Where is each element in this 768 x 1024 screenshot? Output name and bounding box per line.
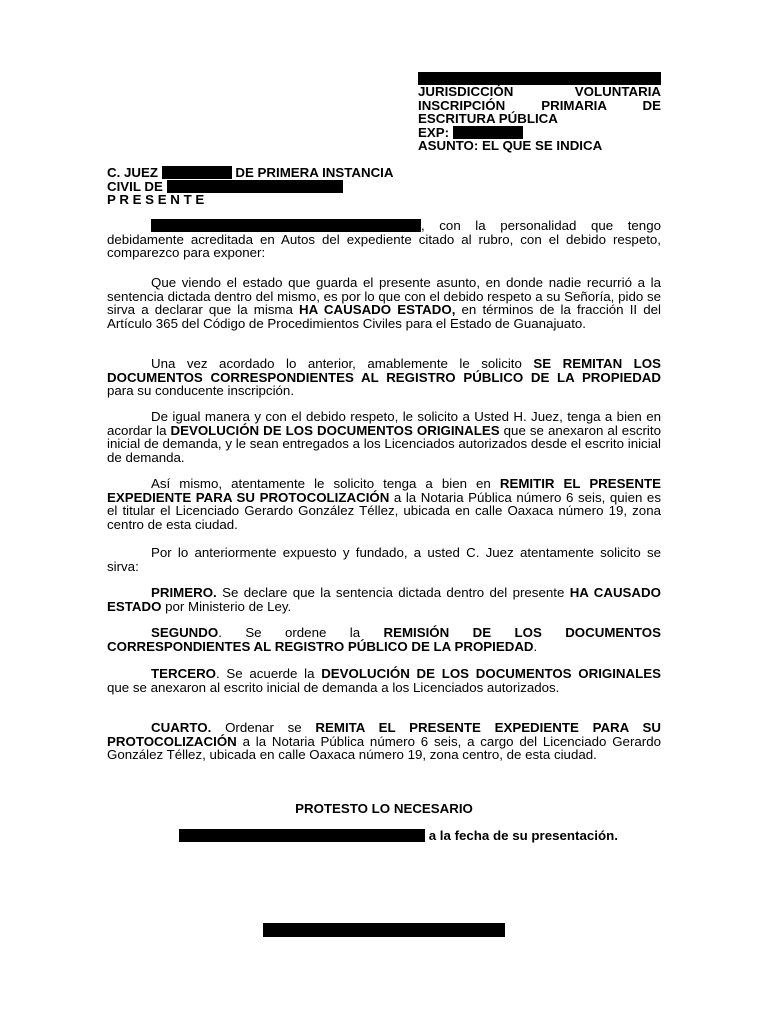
- paragraph-remitan-documentos: [107, 357, 661, 398]
- juez-number-redaction: [162, 166, 232, 179]
- p3-text-a: De igual manera y con el debido respeto, le solicito a Usted H. Juez, tenga a bien en acordar la: [107, 409, 661, 438]
- petition-primero: [107, 586, 661, 613]
- p4-text-a: Así mismo, atentamente le solicito tenga a bien en: [151, 476, 500, 491]
- presente: P R E S E N T E: [107, 192, 205, 208]
- petition-cuarto: [107, 721, 661, 762]
- tercero-bold: DEVOLUCIÓN DE LOS DOCUMENTOS ORIGINALES: [321, 666, 661, 681]
- exp-label: EXP:: [418, 124, 450, 140]
- cuarto-bold: REMITA EL PRESENTE EXPEDIENTE PARA SU PROTOCOLIZACIÓN: [107, 720, 661, 749]
- civil-label: CIVIL DE: [107, 178, 163, 194]
- segundo-label: SEGUNDO: [151, 625, 219, 640]
- primero-label: PRIMERO.: [151, 585, 217, 600]
- p3-text-c: que se anexaron al escrito inicial de demanda, y le sean entregados a los Licenciados autorizados desde el escrito inicial de demanda.: [107, 422, 661, 465]
- p2-text-a: Una vez acordado lo anterior, amablemente le solicito: [151, 356, 534, 371]
- p1-text-a: Que viendo el estado que guarda el presente asunto, en donde nadie recurrió a la sentencia dictada dentro del mismo, es por lo que con el debido respeto a su Señoría, pido se sirva a declarar que la misma: [107, 275, 661, 318]
- protesto-heading: PROTESTO LO NECESARIO: [295, 801, 473, 816]
- signature-place-line: [179, 829, 618, 843]
- fecha-text: a la fecha de su presentación.: [428, 828, 618, 843]
- tercero-text-c: que se anexaron al escrito inicial de demanda a los Licenciados autorizados.: [107, 679, 560, 695]
- addressee: [107, 166, 437, 207]
- header-asunto: ASUNTO: EL QUE SE INDICA: [418, 138, 603, 154]
- header-line-3: ESCRITURA PÚBLICA: [418, 111, 558, 127]
- segundo-text-a: . Se ordene la: [218, 625, 384, 640]
- tercero-label: TERCERO: [151, 666, 217, 681]
- juez-prefix: C. JUEZ: [107, 165, 158, 180]
- petition-segundo: [107, 626, 661, 653]
- civil-place-redaction: [167, 180, 343, 193]
- header-line-1: JURISDICCIÓN VOLUNTARIA: [418, 84, 661, 99]
- primero-bold: HA CAUSADO ESTADO: [107, 585, 661, 614]
- cuarto-label: CUARTO.: [151, 720, 212, 735]
- cuarto-text-c: a la Notaria Pública número 6 seis, a cargo del Licenciado Gerardo González Téllez, ubicada en calle Oaxaca número 19, zona centro, de esta ciudad.: [107, 733, 661, 763]
- p4-bold: REMITIR EL PRESENTE EXPEDIENTE PARA SU PROTOCOLIZACIÓN: [107, 476, 661, 505]
- paragraph-causado-estado: [107, 276, 661, 330]
- addressee-juez-line: [107, 166, 437, 180]
- header-exp: [418, 126, 661, 140]
- primero-text-a: Se declare que la sentencia dictada dentro del presente: [216, 585, 570, 600]
- paragraph-devolucion: [107, 410, 661, 464]
- petitioner-name-redaction: [151, 219, 421, 232]
- exp-number-redaction: [453, 126, 523, 139]
- cuarto-text-a: Ordenar se: [211, 720, 316, 735]
- segundo-bold: REMISIÓN DE LOS DOCUMENTOS CORRESPONDIENTES AL REGISTRO PÚBLICO DE LA PROPIEDAD: [107, 625, 661, 654]
- intro-text: , con la personalidad que tengo debidamente acreditada en Autos del expediente citado al rubro, con el debido respeto, comparezco para exponer:: [107, 218, 661, 261]
- p2-text-c: para su conducente inscripción.: [107, 383, 295, 399]
- petition-tercero: [107, 667, 661, 694]
- primero-text-c: por Ministerio de Ley.: [161, 598, 292, 614]
- p3-bold: DEVOLUCIÓN DE LOS DOCUMENTOS ORIGINALES: [170, 422, 500, 438]
- p1-bold: HA CAUSADO ESTADO,: [299, 302, 456, 318]
- juez-suffix: DE PRIMERA INSTANCIA: [235, 165, 394, 180]
- addressee-civil-line: [107, 180, 437, 194]
- paragraph-solicito: Por lo anteriormente expuesto y fundado, a usted C. Juez atentamente solicito se sirva:: [107, 545, 661, 574]
- p2-bold: SE REMITAN LOS DOCUMENTOS CORRESPONDIENTES AL REGISTRO PÚBLICO DE LA PROPIEDAD: [107, 356, 661, 385]
- p1-text-c: en términos de la fracción II del Artículo 365 del Código de Procedimientos Civiles para el Estado de Guanajuato.: [107, 302, 661, 331]
- segundo-text-c: .: [533, 638, 538, 654]
- p4-text-c: a la Notaria Pública número 6 seis, quien es el titular el Licenciado Gerardo González Téllez, ubicada en calle Oaxaca número 19, zona centro de esta ciudad.: [107, 489, 661, 532]
- case-header: [418, 85, 661, 153]
- paragraph-protocolizacion: [107, 477, 661, 531]
- header-line-2: INSCRIPCIÓN PRIMARIA DE: [418, 97, 661, 113]
- intro-paragraph: [107, 219, 661, 260]
- place-redaction: [179, 829, 425, 842]
- signature-redaction: [263, 923, 505, 937]
- tercero-text-a: . Se acuerde la: [216, 666, 322, 681]
